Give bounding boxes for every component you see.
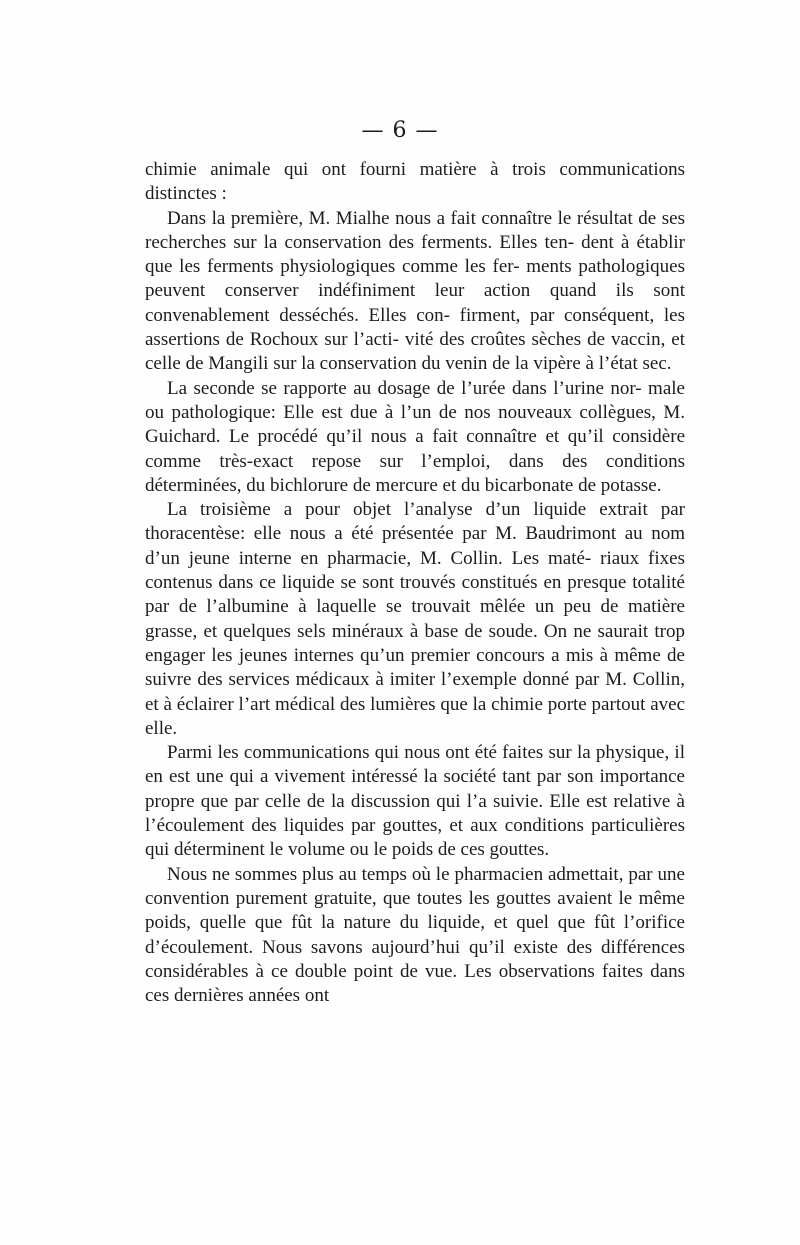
paragraph-2: Dans la première, M. Mialhe nous a fait connaître le résultat de ses recherches sur la conservation des ferments. Elles ten- dent à établir que les ferments physiologiques comme les fer- ments pathologiques peuvent conserver indéfiniment leur action quand ils sont convenablement desséchés. Elles con- firment, par conséquent, les assertions de Rochoux sur l’acti- vité des croûtes sèches de vaccin, et celle de Mangili sur la conservation du venin de la vipère à l’état sec.	[145, 207, 685, 375]
paragraph-3: La seconde se rapporte au dosage de l’urée dans l’urine nor- male ou pathologique: Elle est due à l’un de nos nouveaux collègues, M. Guichard. Le procédé qu’il nous a fait connaître et qu’il considère comme très-exact repose sur l’emploi, dans des conditions déterminées, du bichlorure de mercure et du bicarbonate de potasse.	[145, 377, 685, 496]
paragraph-5: Parmi les communications qui nous ont été faites sur la physique, il en est une qui a vivement intéressé la société tant par son importance propre que par celle de la discussion qui l’a suivie. Elle est relative à l’écoulement des liquides par gouttes, et aux conditions particulières qui déterminent le volume ou le poids de ces gouttes.	[145, 742, 685, 861]
paragraph-6: Nous ne sommes plus au temps où le pharmacien admettait, par une convention purement gratuite, que toutes les gouttes avaient le même poids, quelle que fût la nature du liquide, et quel que fût l’orifice d’écoulement. Nous savons aujourd’hui qu’il existe des différences considérables à ce double point de vue. Les observations faites dans ces dernières années ont	[145, 863, 685, 1007]
paragraph-1: chimie animale qui ont fourni matière à trois communications distinctes :	[145, 159, 685, 205]
page-number: — 6 —	[361, 118, 439, 143]
body-text	[145, 158, 685, 1008]
paragraph-4: La troisième a pour objet l’analyse d’un liquide extrait par thoracentèse: elle nous a été présentée par M. Baudrimont au nom d’un jeune interne en pharmacie, M. Collin. Les maté- riaux fixes contenus dans ce liquide se sont trouvés constitués en presque totalité par de l’albumine à laquelle se trouvait mêlée un peu de matière grasse, et quelques sels minéraux à base de soude. On ne saurait trop engager les jeunes internes qu’un premier concours a mis à même de suivre des services médicaux à imiter l’exemple donné par M. Collin, et à éclairer l’art médical des lumières que la chimie porte partout avec elle.	[145, 499, 685, 739]
